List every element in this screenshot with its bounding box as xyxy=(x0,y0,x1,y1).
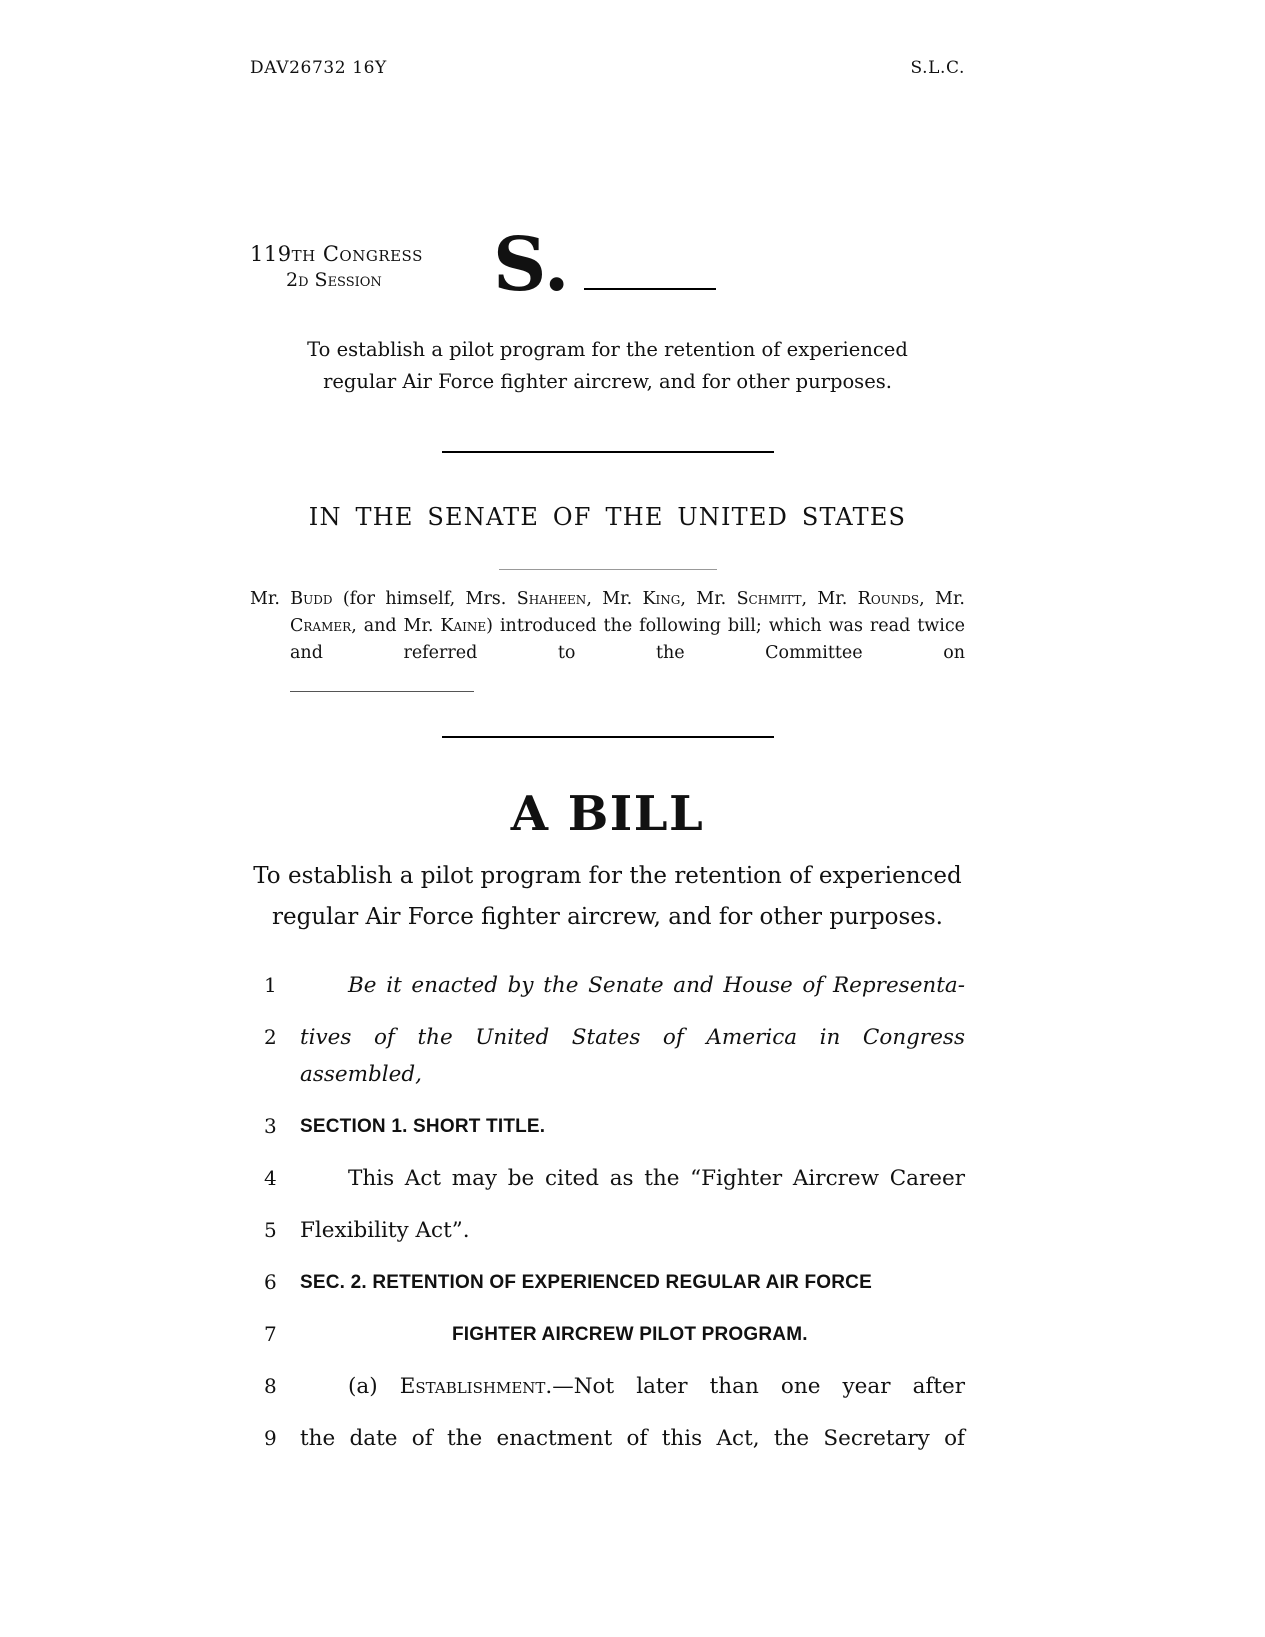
line-number: 3 xyxy=(264,1113,277,1138)
line-text: This Act may be cited as the “Fighter Aircrew Career xyxy=(348,1165,965,1191)
section-heading-continuation: FIGHTER AIRCREW PILOT PROGRAM. xyxy=(452,1323,808,1345)
sponsor-name: King xyxy=(642,588,681,609)
sponsor-segment: , Mr. xyxy=(680,588,737,609)
bill-body xyxy=(250,967,965,1457)
bill-heading: A BILL xyxy=(510,786,705,843)
sponsor-segment: ) introduced the following bill; which was read twice and referred to the Committee on xyxy=(290,615,965,663)
sponsor-segment: , Mr. xyxy=(801,588,858,609)
sponsor-name: Shaheen xyxy=(516,588,587,609)
sponsor-segment: Mr. xyxy=(250,588,291,609)
defined-term: Establishment xyxy=(399,1373,546,1399)
line-number: 9 xyxy=(264,1425,277,1450)
committee-blank-line xyxy=(290,691,474,692)
section-heading: SEC. 2. RETENTION OF EXPERIENCED REGULAR AIR FORCE xyxy=(300,1271,872,1293)
congress-number: 119th Congress xyxy=(250,242,423,266)
bill-line xyxy=(250,1212,965,1249)
sponsor-segment: , Mr. xyxy=(586,588,643,609)
line-number: 5 xyxy=(264,1217,277,1242)
document-code: DAV26732 16Y xyxy=(250,58,387,78)
bill-line xyxy=(250,967,965,1004)
line-segment: (a) xyxy=(348,1373,400,1399)
section-heading: SECTION 1. SHORT TITLE. xyxy=(300,1115,546,1137)
official-title-main xyxy=(250,856,965,939)
session-number: 2d Session xyxy=(286,269,382,291)
line-number: 1 xyxy=(264,972,277,997)
line-number: 2 xyxy=(264,1024,277,1049)
congress-session-block xyxy=(250,230,493,300)
slc-marker: S.L.C. xyxy=(910,58,965,78)
small-horizontal-rule xyxy=(499,569,717,570)
line-text xyxy=(300,1368,965,1405)
bill-letter: S. xyxy=(493,222,570,308)
line-segment: .—Not later than one year after xyxy=(545,1373,965,1399)
sponsor-segment: (for himself, Mrs. xyxy=(332,588,517,609)
line-number: 4 xyxy=(264,1165,277,1190)
official-title-line: To establish a pilot program for the retention of experienced xyxy=(253,863,962,890)
sponsor-paragraph xyxy=(250,586,965,667)
line-text: the date of the enactment of this Act, the Secretary of xyxy=(300,1425,965,1451)
bill-line xyxy=(250,1368,965,1405)
line-text: Be it enacted by the Senate and House of Representa- xyxy=(348,972,965,998)
sponsor-name: Kaine xyxy=(440,615,487,636)
horizontal-rule xyxy=(442,736,774,738)
sponsor-name: Schmitt xyxy=(736,588,802,609)
sponsor-name: Rounds xyxy=(857,588,920,609)
bill-line xyxy=(250,1108,965,1145)
line-text: tives of the United States of America in Congress assembled, xyxy=(300,1024,965,1087)
horizontal-rule xyxy=(442,451,774,453)
sponsor-name: Budd xyxy=(290,588,333,609)
official-title-line: regular Air Force fighter aircrew, and for other purposes. xyxy=(272,904,943,931)
sponsor-segment: , Mr. xyxy=(919,588,965,609)
bill-line xyxy=(250,1264,965,1301)
line-number: 7 xyxy=(264,1321,277,1346)
bill-designator xyxy=(493,222,716,308)
line-number: 6 xyxy=(264,1269,277,1294)
bill-line xyxy=(250,1019,965,1093)
chamber-heading: IN THE SENATE OF THE UNITED STATES xyxy=(308,502,907,531)
bill-line xyxy=(250,1316,965,1353)
line-text: Flexibility Act”. xyxy=(300,1217,470,1243)
bill-line xyxy=(250,1420,965,1457)
masthead xyxy=(250,222,965,308)
official-title-top: To establish a pilot program for the retention of experienced regular Air Force fighter aircrew, and for other purposes. xyxy=(307,338,908,394)
line-number: 8 xyxy=(264,1373,277,1398)
bill-line xyxy=(250,1160,965,1197)
document-header xyxy=(250,58,965,78)
bill-number-blank-line xyxy=(584,288,716,290)
sponsor-segment: , and Mr. xyxy=(351,615,441,636)
sponsor-name: Cramer xyxy=(290,615,352,636)
